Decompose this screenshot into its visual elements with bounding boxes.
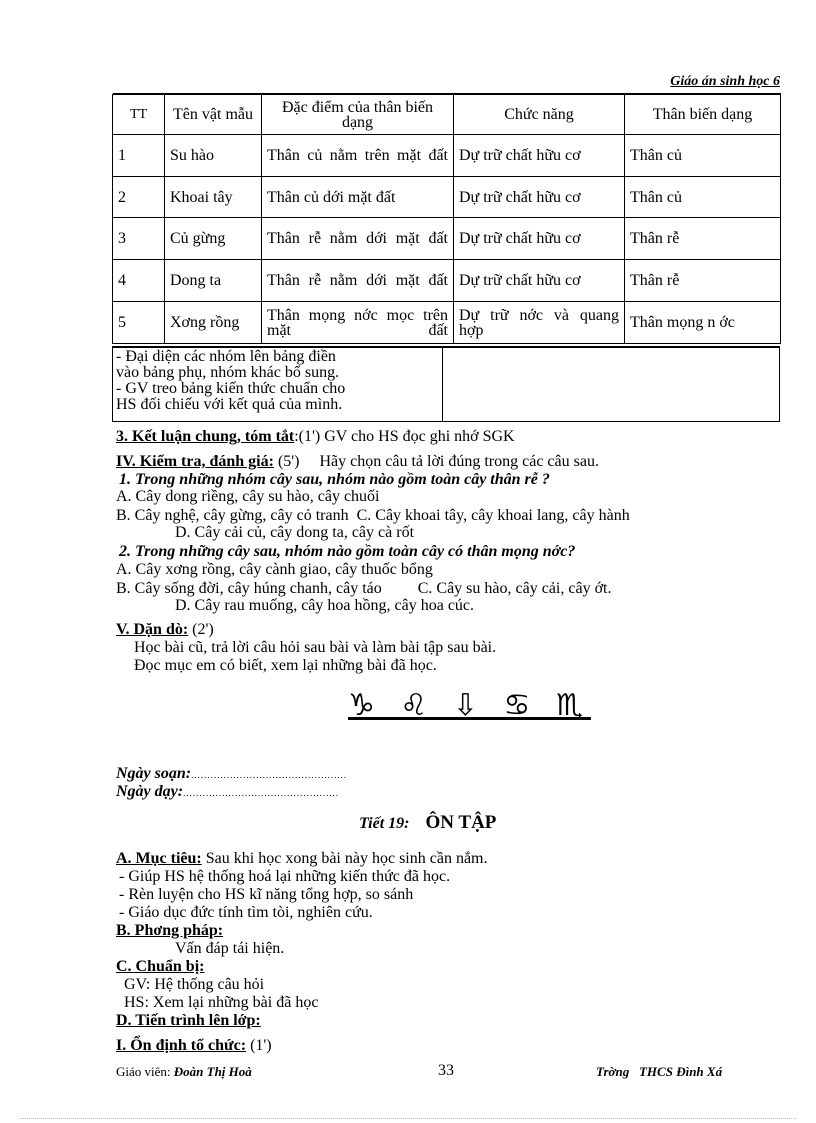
table-cell: Củ gừng bbox=[165, 218, 262, 260]
table-cell: 4 bbox=[113, 260, 165, 302]
section-d-title: D. Tiến trình lên lớp: bbox=[116, 1012, 261, 1029]
section-4-title: IV. Kiểm tra, đánh giá: bbox=[116, 453, 274, 470]
question-2-bc bbox=[116, 580, 611, 597]
section-5-line-2: Đọc mục em có biết, xem lại những bài đã học. bbox=[134, 657, 437, 674]
table-row bbox=[113, 177, 781, 218]
page-number: 33 bbox=[438, 1062, 454, 1079]
table-cell: Dự trữ chất hữu cơ bbox=[454, 177, 625, 218]
question-2-d: D. Cây rau muống, cây hoa hồng, cây hoa cúc. bbox=[175, 597, 475, 614]
table-cell: Su hào bbox=[165, 135, 262, 177]
header-title: Giáo án sinh học 6 bbox=[670, 74, 780, 89]
section-a-item: - Giúp HS hệ thống hoá lại những kiến thức đã học. bbox=[119, 868, 451, 885]
section-a-title: A. Mục tiêu: bbox=[116, 850, 202, 867]
section-a bbox=[116, 850, 487, 867]
question-2: 2. Trong những cây sau, nhóm nào gồm toàn cây có thân mọng nớc? bbox=[119, 543, 576, 560]
lesson-title: ÔN TẬP bbox=[425, 812, 497, 833]
section-a-item: - Rèn luyện cho HS kĩ năng tổng hợp, so sánh bbox=[119, 886, 414, 903]
table-header-row bbox=[113, 95, 781, 135]
section-c-gv: GV: Hệ thống câu hỏi bbox=[124, 976, 265, 993]
table-cell: Xơng rồng bbox=[165, 302, 262, 344]
question-2-c: C. Cây su hào, cây cải, cây ớt. bbox=[417, 580, 612, 597]
table-row bbox=[113, 218, 781, 260]
notes-line: vào bảng phụ, nhóm khác bổ sung. bbox=[116, 364, 340, 381]
lesson-heading bbox=[359, 812, 496, 834]
section-3-title: 3. Kết luận chung, tóm tắt bbox=[116, 428, 295, 445]
table-cell: Thân củ nằm trên mặt đất bbox=[262, 135, 454, 177]
date-prepared bbox=[116, 765, 347, 784]
header-cell: Thân biến dạng bbox=[625, 95, 781, 135]
section-b-text: Vấn đáp tái hiện. bbox=[175, 940, 285, 957]
lesson-label: Tiết 19: bbox=[359, 815, 410, 832]
notes-line: - GV treo bảng kiến thức chuẩn cho bbox=[116, 380, 346, 397]
footer-school-name: THCS Đình Xá bbox=[638, 1064, 723, 1079]
section-i-title: I. Ổn định tổ chức: bbox=[116, 1037, 247, 1054]
footer-teacher-label: Giáo viên: bbox=[116, 1064, 171, 1079]
footer-school-label: Trờng bbox=[596, 1064, 630, 1079]
table-cell: 2 bbox=[113, 177, 165, 218]
header-cell: Chức năng bbox=[454, 95, 625, 135]
date-taught-dots: ................................................ bbox=[183, 788, 340, 798]
section-3-time: :(1') bbox=[294, 428, 325, 445]
header-cell: Tên vật mẫu bbox=[165, 95, 262, 135]
section-4-text: Hãy chọn câu tả lời đúng trong các câu sau. bbox=[319, 453, 599, 470]
bottom-dotted-rule bbox=[20, 1118, 796, 1119]
footer-school bbox=[596, 1064, 722, 1080]
section-i-time: (1') bbox=[246, 1037, 272, 1054]
footer-teacher bbox=[116, 1064, 252, 1080]
notes-line: HS đối chiếu với kết quả của mình. bbox=[116, 396, 343, 413]
section-5-line-1: Học bài cũ, trả lời câu hỏi sau bài và làm bài tập sau bài. bbox=[134, 639, 497, 656]
section-c-hs: HS: Xem lại những bài đã học bbox=[124, 994, 319, 1011]
section-5-time: (2') bbox=[188, 621, 214, 638]
table-cell: Thân củ dới mặt đất bbox=[262, 177, 454, 218]
date-prepared-label: Ngày soạn: bbox=[116, 765, 192, 782]
notes-box bbox=[112, 346, 780, 422]
section-i bbox=[116, 1037, 272, 1054]
table-cell: Thân rễ nằm dới mặt đất bbox=[262, 218, 454, 260]
table-cell: Thân củ bbox=[625, 135, 781, 177]
section-4-time: (5') bbox=[273, 453, 304, 470]
table-cell: Dự trữ chất hữu cơ bbox=[454, 218, 625, 260]
table-cell: 1 bbox=[113, 135, 165, 177]
question-1-b: B. Cây nghệ, cây gừng, cây cỏ tranh bbox=[116, 507, 349, 524]
section-5-title: V. Dặn dò: bbox=[116, 621, 189, 638]
question-1: 1. Trong những nhóm cây sau, nhóm nào gồm toàn cây thân rễ ? bbox=[119, 471, 550, 488]
table-cell: 5 bbox=[113, 302, 165, 344]
table-cell: Dong ta bbox=[165, 260, 262, 302]
question-1-d: D. Cây cải củ, cây dong ta, cây cà rốt bbox=[175, 524, 415, 541]
stem-table bbox=[112, 94, 781, 344]
section-a-item: - Giáo dục đức tính tìm tòi, nghiên cứu. bbox=[119, 904, 373, 921]
table-cell: Thân mọng nớc mọc trên mặt đất bbox=[262, 302, 454, 344]
section-4 bbox=[116, 453, 599, 470]
footer-teacher-name: Đoàn Thị Hoà bbox=[173, 1064, 252, 1079]
date-prepared-dots: ................................................ bbox=[191, 770, 348, 780]
table-row bbox=[113, 260, 781, 302]
table-cell: 3 bbox=[113, 218, 165, 260]
table-cell: Dự trữ chất hữu cơ bbox=[454, 260, 625, 302]
section-b-title: B. Phơng pháp: bbox=[116, 922, 224, 939]
table-row bbox=[113, 135, 781, 177]
question-2-b: B. Cây sống đời, cây húng chanh, cây táo bbox=[116, 580, 382, 597]
section-5 bbox=[116, 621, 214, 638]
table-cell: Thân củ bbox=[625, 177, 781, 218]
question-1-c: C. Cây khoai tây, cây khoai lang, cây hành bbox=[356, 507, 630, 524]
table-cell: Thân mọng n ớc bbox=[625, 302, 781, 344]
table-cell: Dự trữ nớc và quang hợp bbox=[454, 302, 625, 344]
notes-text bbox=[113, 348, 443, 421]
table-cell: Dự trữ chất hữu cơ bbox=[454, 135, 625, 177]
notes-line: - Đại diện các nhóm lên bảng điền bbox=[116, 348, 336, 365]
table-cell: Thân rễ bbox=[625, 218, 781, 260]
question-1-bc bbox=[116, 507, 630, 524]
ornament-symbols-icon: ♑ ♌ ⇩ ♋ ♏ bbox=[348, 688, 591, 723]
section-c-title: C. Chuẩn bị: bbox=[116, 958, 205, 975]
question-1-a: A. Cây dong riềng, cây su hào, cây chuối bbox=[116, 488, 380, 505]
section-3-text: GV cho HS đọc ghi nhớ SGK bbox=[324, 428, 515, 445]
table-cell: Thân rễ bbox=[625, 260, 781, 302]
header-cell: Đặc điểm của thân biến dạng bbox=[262, 95, 454, 135]
section-3 bbox=[116, 428, 515, 445]
table-row bbox=[113, 302, 781, 344]
date-taught-label: Ngày dạy: bbox=[116, 783, 184, 800]
header-cell: TT bbox=[113, 95, 165, 135]
table-cell: Khoai tây bbox=[165, 177, 262, 218]
question-2-a: A. Cây xơng rồng, cây cành giao, cây thuốc bổng bbox=[116, 561, 433, 578]
table-cell: Thân rễ nằm dới mặt đất bbox=[262, 260, 454, 302]
section-a-text: Sau khi học xong bài này học sinh cần nắm. bbox=[201, 850, 488, 867]
date-taught bbox=[116, 783, 339, 802]
